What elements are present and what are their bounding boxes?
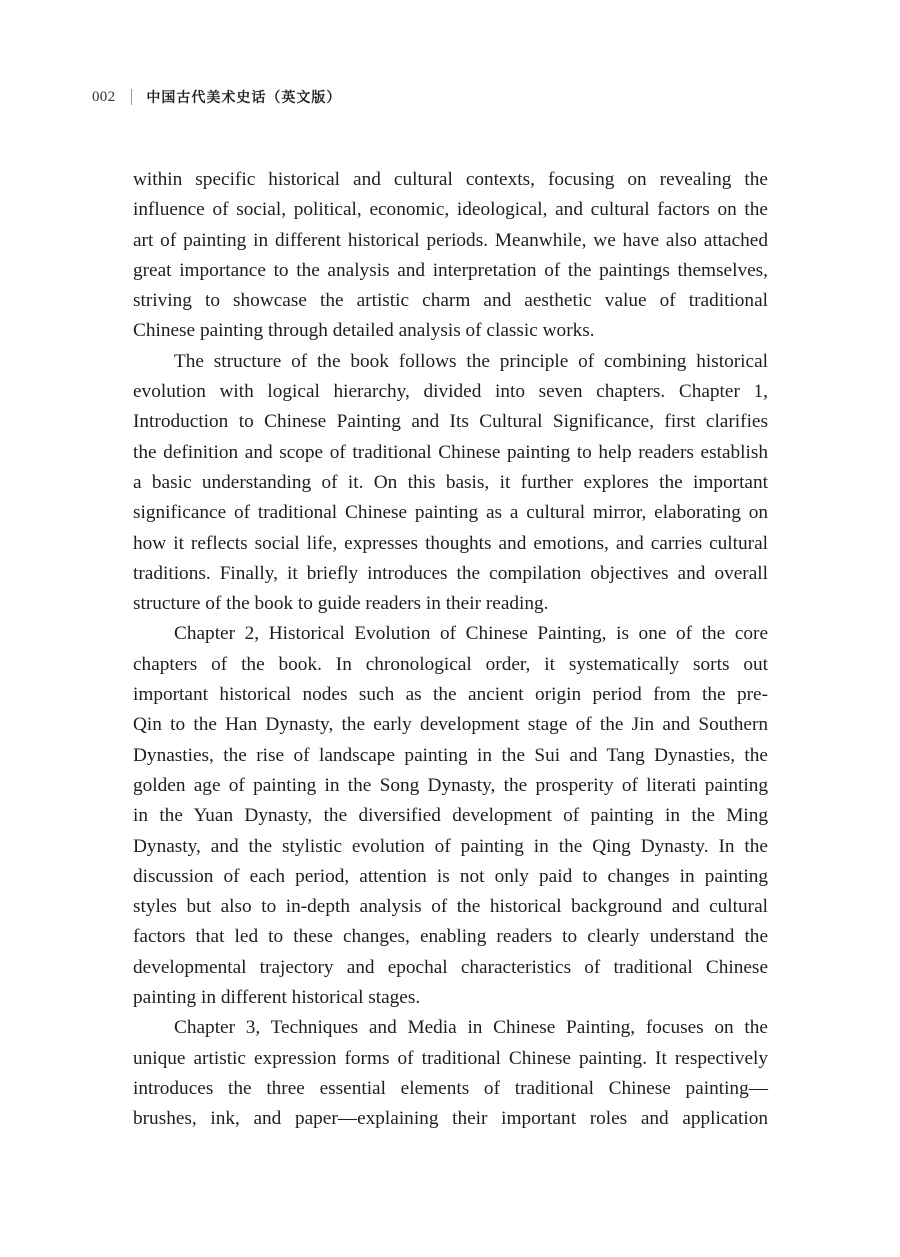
text-line: the definition and scope of traditional Chinese painting to help readers establish <box>133 441 768 463</box>
text-line: Chinese painting through detailed analysis of classic works. <box>133 320 595 342</box>
header-separator <box>131 89 132 105</box>
running-header <box>92 86 341 108</box>
text-line: traditions. Finally, it briefly introduces the compilation objectives and overall <box>133 562 768 584</box>
text-line: introduces the three essential elements of traditional Chinese painting— <box>133 1077 768 1099</box>
text-line: great importance to the analysis and interpretation of the paintings themselves, <box>133 259 768 281</box>
text-line: factors that led to these changes, enabling readers to clearly understand the <box>133 926 768 948</box>
book-title: 中国古代美术史话（英文版） <box>146 90 342 106</box>
text-line: within specific historical and cultural contexts, focusing on revealing the <box>133 169 768 190</box>
text-line: Qin to the Han Dynasty, the early development stage of the Jin and Southern <box>133 714 768 736</box>
text-line: Chapter 3, Techniques and Media in Chinese Painting, focuses on the <box>174 1017 768 1039</box>
text-line: painting in different historical stages. <box>133 987 421 1009</box>
text-line: golden age of painting in the Song Dynasty, the prosperity of literati painting <box>133 774 768 796</box>
text-line: developmental trajectory and epochal characteristics of traditional Chinese <box>133 956 768 978</box>
text-line: The structure of the book follows the principle of combining historical <box>174 350 768 372</box>
text-line: striving to showcase the artistic charm and aesthetic value of traditional <box>133 290 768 312</box>
paragraph <box>133 165 768 347</box>
text-line: Introduction to Chinese Painting and Its Cultural Significance, first clarifies <box>133 411 768 433</box>
text-line: chapters of the book. In chronological order, it systematically sorts out <box>133 653 768 675</box>
text-line: Chapter 2, Historical Evolution of Chinese Painting, is one of the core <box>174 623 768 645</box>
text-line: in the Yuan Dynasty, the diversified development of painting in the Ming <box>133 805 768 827</box>
text-line: influence of social, political, economic, ideological, and cultural factors on the <box>133 199 768 221</box>
paragraph <box>133 619 768 1013</box>
text-line: unique artistic expression forms of traditional Chinese painting. It respectively <box>133 1047 768 1069</box>
paragraph <box>133 347 768 620</box>
text-line: Dynasty, and the stylistic evolution of painting in the Qing Dynasty. In the <box>133 835 768 857</box>
text-line: brushes, ink, and paper—explaining their important roles and application <box>133 1108 768 1130</box>
text-line: structure of the book to guide readers in their reading. <box>133 593 549 615</box>
text-line: how it reflects social life, expresses thoughts and emotions, and carries cultural <box>133 532 768 554</box>
text-line: Dynasties, the rise of landscape painting in the Sui and Tang Dynasties, the <box>133 744 768 766</box>
page-number: 002 <box>92 88 116 105</box>
text-line: evolution with logical hierarchy, divided into seven chapters. Chapter 1, <box>133 381 768 403</box>
text-line: important historical nodes such as the ancient origin period from the pre- <box>133 684 768 706</box>
body-text <box>133 165 768 1135</box>
text-line: styles but also to in-depth analysis of the historical background and cultural <box>133 896 768 918</box>
text-line: discussion of each period, attention is not only paid to changes in painting <box>133 865 768 887</box>
text-line: a basic understanding of it. On this basis, it further explores the important <box>133 471 768 493</box>
paragraph <box>133 1013 768 1134</box>
text-line: significance of traditional Chinese painting as a cultural mirror, elaborating on <box>133 502 768 524</box>
text-line: art of painting in different historical periods. Meanwhile, we have also attached <box>133 229 768 251</box>
